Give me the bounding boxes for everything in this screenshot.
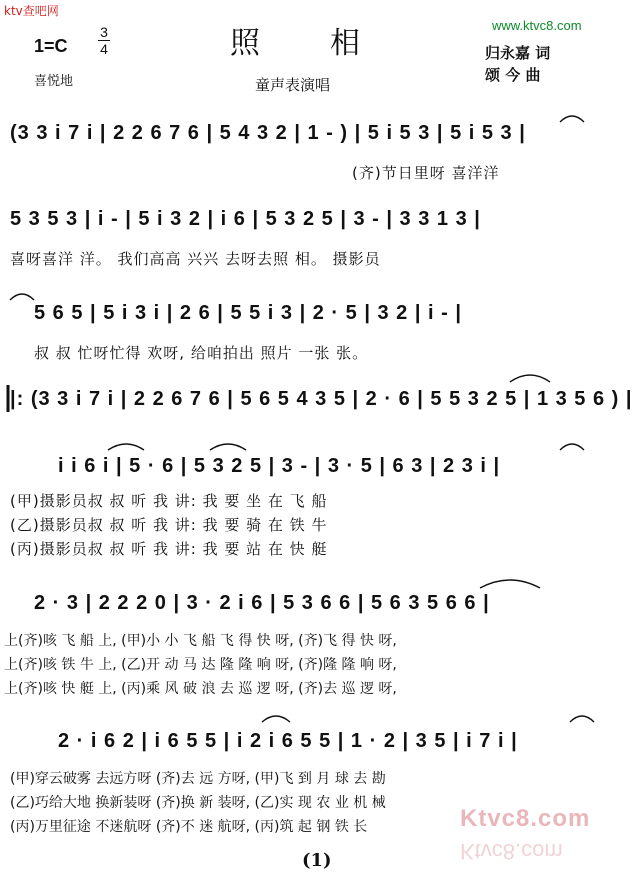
lyric-line-5b: (乙)摄影员叔 叔 听 我 讲: 我 要 骑 在 铁 牛 — [10, 516, 328, 534]
lyricist: 归永嘉 词 — [485, 44, 551, 62]
page-number: (1) — [302, 850, 332, 871]
site-url: www.ktvc8.com — [492, 18, 582, 33]
lyric-line-7b: (乙)巧给大地 换新装呀 (齐)换 新 装呀, (乙)实 现 农 业 机 械 — [10, 795, 386, 811]
notation-line-4: |: (3 3 i 7 i | 2 2 6 7 6 | 5 6 5 4 3 5 | 2 · 6 | 5 5 3 2 5 | 1 3 5 6 ) | — [10, 388, 633, 410]
key-signature: 1=C — [34, 36, 68, 56]
notation-line-3: 5 6 5 | 5 i 3 i | 2 6 | 5 5 i 3 | 2 · 5 | 3 2 | i - | — [34, 302, 462, 324]
credits — [485, 42, 550, 86]
lyric-line-1: (齐)节日里呀 喜洋洋 — [352, 164, 500, 182]
notation-line-7: 2 · i 6 2 | i 6 5 5 | i 2 i 6 5 5 | 1 · 2 | 3 5 | i 7 i | — [58, 730, 518, 752]
time-signature — [98, 26, 110, 55]
notation-line-1: (3 3 i 7 i | 2 2 6 7 6 | 5 4 3 2 | 1 - ) | 5 i 5 3 | 5 i 5 3 | — [10, 122, 526, 144]
lyric-line-6a: 上(齐)咳 飞 船 上, (甲)小 小 飞 船 飞 得 快 呀, (齐)飞 得 快 呀, — [4, 633, 397, 649]
lyric-line-2: 喜呀喜洋 洋。 我们高高 兴兴 去呀去照 相。 摄影员 — [10, 250, 381, 268]
lyric-line-5a: (甲)摄影员叔 叔 听 我 讲: 我 要 坐 在 飞 船 — [10, 492, 328, 510]
lyric-line-6b: 上(齐)咳 铁 牛 上, (乙)开 动 马 达 隆 隆 响 呀, (齐)隆 隆 响 呀, — [4, 657, 397, 673]
lyric-line-7a: (甲)穿云破雾 去远方呀 (齐)去 远 方呀, (甲)飞 到 月 球 去 勘 — [10, 771, 386, 787]
tempo-marking: 喜悦地 — [34, 74, 74, 89]
lyric-line-3: 叔 叔 忙呀忙得 欢呀, 给咱拍出 照片 一张 张。 — [34, 344, 369, 362]
notation-line-6: 2 · 3 | 2 2 2 0 | 3 · 2 i 6 | 5 3 6 6 | 5 6 3 5 6 6 | — [34, 592, 490, 614]
lyric-line-7c: (丙)万里征途 不迷航呀 (齐)不 迷 航呀, (丙)筑 起 钢 铁 长 — [10, 819, 368, 835]
notation-line-5: i i 6 i | 5 · 6 | 5 3 2 5 | 3 - | 3 · 5 | 6 3 | 2 3 i | — [58, 455, 501, 477]
watermark-reflection: Ktvc8.com — [460, 839, 563, 864]
song-title: 照相 — [230, 26, 430, 61]
watermark: Ktvc8.com — [460, 805, 591, 832]
performer-note: 童声表演唱 — [255, 76, 331, 94]
composer: 颂 今 曲 — [485, 66, 541, 84]
site-logo-text: ktv查吧网 — [4, 4, 59, 18]
lyric-line-5c: (丙)摄影员叔 叔 听 我 讲: 我 要 站 在 快 艇 — [10, 540, 328, 558]
lyric-line-6c: 上(齐)咳 快 艇 上, (丙)乘 风 破 浪 去 巡 逻 呀, (齐)去 巡 逻 呀, — [4, 681, 397, 697]
notation-line-2: 5 3 5 3 | i - | 5 i 3 2 | i 6 | 5 3 2 5 | 3 - | 3 3 1 3 | — [10, 208, 481, 230]
time-signature-bottom: 4 — [100, 41, 108, 57]
time-signature-top: 3 — [100, 24, 108, 40]
